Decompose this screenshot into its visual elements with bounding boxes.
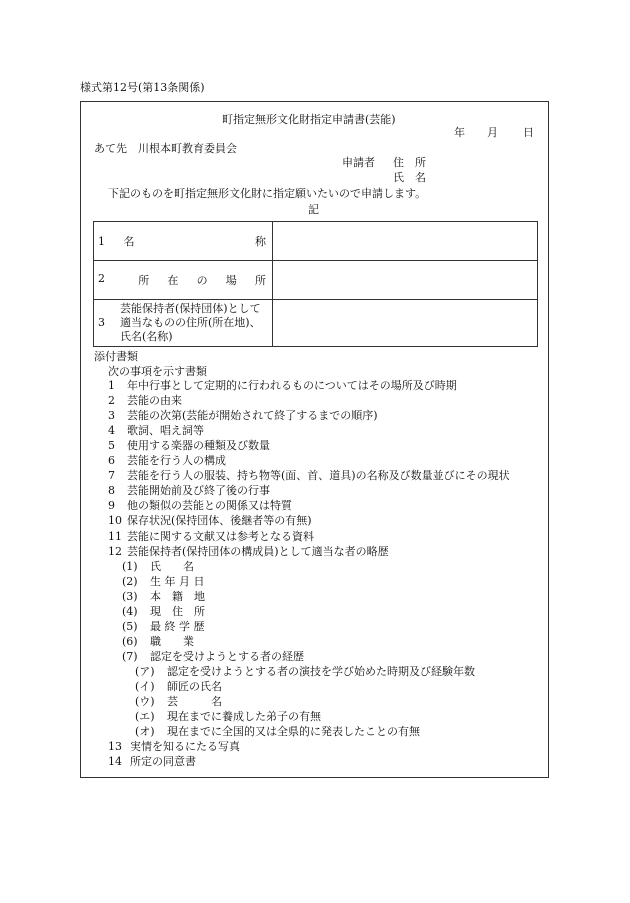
attachment-item-number: 10 xyxy=(108,514,122,528)
row-label-part: 名 xyxy=(123,235,135,248)
attachment-item-number: 4 xyxy=(108,424,115,438)
attachments-heading: 添付書類 xyxy=(94,350,138,363)
attachment-item-text: 芸能保持者(保持団体の構成員)として適当な者の略歴 xyxy=(127,544,389,558)
attachment-item-number: 13 xyxy=(108,740,122,754)
row-label-char: 所 xyxy=(254,274,266,287)
row-number: 2 xyxy=(98,272,105,285)
sub-item-number: (7) xyxy=(122,649,138,663)
attachment-item-number: 8 xyxy=(108,484,115,498)
table-row-location xyxy=(94,261,538,300)
applicant-name-label: 氏 名 xyxy=(393,171,426,184)
request-text: 下記のものを町指定無形文化財に指定願いたいので申請します。 xyxy=(108,187,427,200)
sub-item-text: 生 年 月 日 xyxy=(150,574,205,588)
sub-sub-item-number: (エ) xyxy=(135,710,155,724)
addressee: あて先 川根本町教育委員会 xyxy=(94,142,237,155)
sub-item-text: 認定を受けようとする者の経歴 xyxy=(150,649,304,663)
attachment-item-text: 保存状況(保持団体、後継者等の有無) xyxy=(127,514,312,528)
date-year-label: 年 xyxy=(454,126,465,139)
attachment-item-text: 芸能を行う人の構成 xyxy=(127,454,226,468)
date-month-label: 月 xyxy=(487,126,498,139)
sub-sub-item-number: (ウ) xyxy=(135,695,155,709)
row-label-char: 在 xyxy=(167,274,179,287)
applicant-label: 申請者 xyxy=(342,156,375,169)
attachment-item-text: 芸能に関する文献又は参考となる資料 xyxy=(127,529,314,543)
attachment-item-number: 3 xyxy=(108,409,115,423)
sub-item-text: 最 終 学 歴 xyxy=(150,619,205,633)
attachment-item-text: 使用する楽器の種類及び数量 xyxy=(127,439,270,453)
sub-item-text: 本 籍 地 xyxy=(150,589,205,603)
sub-item-text: 氏 名 xyxy=(150,559,194,573)
sub-item-number: (2) xyxy=(122,574,138,588)
attachment-item-number: 6 xyxy=(108,454,115,468)
attachment-item-text: 歌詞、唱え詞等 xyxy=(127,424,204,438)
name-value-cell[interactable] xyxy=(273,222,538,261)
sub-sub-item-text: 師匠の氏名 xyxy=(167,680,222,693)
sub-sub-item-number: (ア) xyxy=(135,664,155,678)
sub-sub-item-text: 現在までに全国的又は全県的に発表したことの有無 xyxy=(167,725,420,739)
attachment-item-text: 年中行事として定期的に行われるものについてはその場所及び時期 xyxy=(127,379,457,392)
sub-sub-item-text: 現在までに養成した弟子の有無 xyxy=(167,710,321,724)
attachment-item-text: 芸能開始前及び終了後の行事 xyxy=(127,484,270,498)
attachment-item-number: 11 xyxy=(108,529,122,543)
row-number: 1 xyxy=(98,235,105,248)
sub-sub-item-text: 芸 名 xyxy=(167,695,222,709)
attachment-item-text: 芸能の次第(芸能が開始されて終了するまでの順序) xyxy=(127,409,378,423)
row-label-char: 所 xyxy=(138,274,150,287)
sub-item-number: (6) xyxy=(122,634,138,648)
ki-label: 記 xyxy=(308,203,319,216)
applicant-address-label: 住 所 xyxy=(393,156,426,169)
attachment-item-text: 実情を知るにたる写真 xyxy=(130,740,240,754)
row-label-char: の xyxy=(196,274,208,287)
attachment-item-number: 12 xyxy=(108,544,122,558)
sub-sub-item-text: 認定を受けようとする者の演技を学び始めた時期及び経験年数 xyxy=(167,664,475,678)
info-table xyxy=(93,221,538,347)
sub-sub-item-number: (イ) xyxy=(135,680,155,693)
sub-item-text: 職 業 xyxy=(150,634,194,648)
sub-item-number: (3) xyxy=(122,589,138,603)
table-row-name xyxy=(94,222,538,261)
form-title: 町指定無形文化財指定申請書(芸能) xyxy=(222,113,396,126)
sub-item-text: 現 住 所 xyxy=(150,604,205,618)
attachment-item-number: 1 xyxy=(108,379,115,392)
row-label: 芸能保持者(保持団体)として適当なものの住所(所在地)、氏名(名称) xyxy=(120,302,261,343)
attachment-item-number: 2 xyxy=(108,394,115,408)
attachment-item-text: 芸能の由来 xyxy=(127,394,182,408)
sub-item-number: (5) xyxy=(122,619,138,633)
row-label-char: 場 xyxy=(225,274,237,287)
holder-value-cell[interactable] xyxy=(273,300,538,347)
sub-item-number: (4) xyxy=(122,604,138,618)
form-label: 様式第12号(第13条関係) xyxy=(80,81,205,94)
attachment-item-number: 9 xyxy=(108,499,115,513)
row-number: 3 xyxy=(98,316,105,329)
attachment-item-text: 芸能を行う人の服装、持ち物等(面、首、道具)の名称及び数量並びにその現状 xyxy=(127,469,510,483)
date-day-label: 日 xyxy=(523,126,534,139)
row-label-part: 称 xyxy=(255,235,266,248)
location-value-cell[interactable] xyxy=(273,261,538,300)
attachment-item-number: 5 xyxy=(108,439,115,453)
attachment-item-number: 7 xyxy=(108,469,115,483)
table-row-holder xyxy=(94,300,538,347)
attachment-item-text: 所定の同意書 xyxy=(130,755,196,769)
sub-sub-item-number: (オ) xyxy=(135,725,155,739)
attachment-item-number: 14 xyxy=(108,755,122,769)
attachment-item-text: 他の類似の芸能との関係又は特質 xyxy=(127,499,292,513)
attachments-subheading: 次の事項を示す書類 xyxy=(108,365,207,378)
sub-item-number: (1) xyxy=(122,559,138,573)
